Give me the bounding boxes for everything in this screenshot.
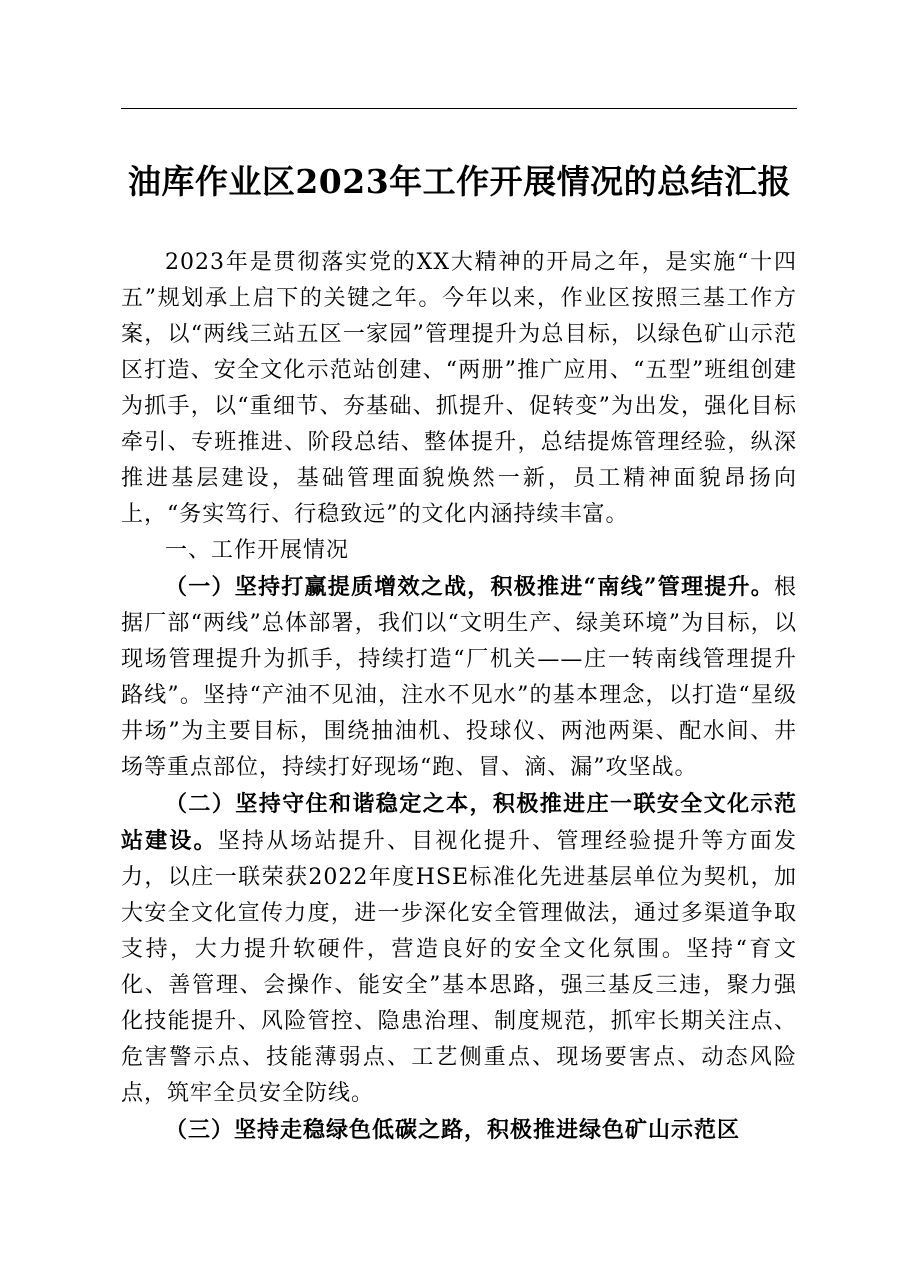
- item-3-paragraph: [121, 1112, 797, 1149]
- item-1-heading: （一）坚持打赢提质增效之战，积极推进“南线”管理提升。: [165, 574, 774, 600]
- item-3-heading: （三）坚持走稳绿色低碳之路，积极推进绿色矿山示范区: [165, 1117, 741, 1143]
- item-2-heading: （二）坚持守住和谐稳定之本，积极推进庄一联安全文化示范站建设。: [121, 791, 797, 854]
- item-1-body: 根据厂部“两线”总体部署，我们以“文明生产、绿美环境”为目标，以现场管理提升为抓手，持续打造“厂机关——庄一转南线管理提升路线”。坚持“产油不见油，注水不见水”的基本理念，以打造“星级井场”为主要目标，围绕抽油机、投球仪、两池两渠、配水间、井场等重点部位，持续打好现场“跑、冒、滴、漏”攻坚战。: [121, 575, 797, 780]
- document-title: 油库作业区2023年工作开展情况的总结汇报: [127, 162, 792, 201]
- item-2-paragraph: [121, 786, 797, 1112]
- document-body: [121, 245, 797, 1149]
- item-1-paragraph: [121, 569, 797, 786]
- header-rule: [121, 108, 797, 109]
- item-2-body: 坚持从场站提升、目视化提升、管理经验提升等方面发力，以庄一联荣获2022年度HSE标准化先进基层单位为契机，加大安全文化宣传力度，进一步深化安全管理做法，通过多渠道争取支持，大力提升软硬件，营造良好的安全文化氛围。坚持“育文化、善管理、会操作、能安全”基本思路，强三基反三违，聚力强化技能提升、风险管控、隐患治理、制度规范，抓牢长期关注点、危害警示点、技能薄弱点、工艺侧重点、现场要害点、动态风险点，筑牢全员安全防线。: [121, 829, 797, 1106]
- intro-paragraph: 2023年是贯彻落实党的XX大精神的开局之年，是实施“十四五”规划承上启下的关键之年。今年以来，作业区按照三基工作方案，以“两线三站五区一家园”管理提升为总目标，以绿色矿山示范区打造、安全文化示范站创建、“两册”推广应用、“五型”班组创建为抓手，以“重细节、夯基础、抓提升、促转变”为出发，强化目标牵引、专班推进、阶段总结、整体提升，总结提炼管理经验，纵深推进基层建设，基础管理面貌焕然一新，员工精神面貌昂扬向上，“务实笃行、行稳致远”的文化内涵持续丰富。: [121, 250, 797, 527]
- section-heading-work-progress: 一、工作开展情况: [165, 538, 350, 563]
